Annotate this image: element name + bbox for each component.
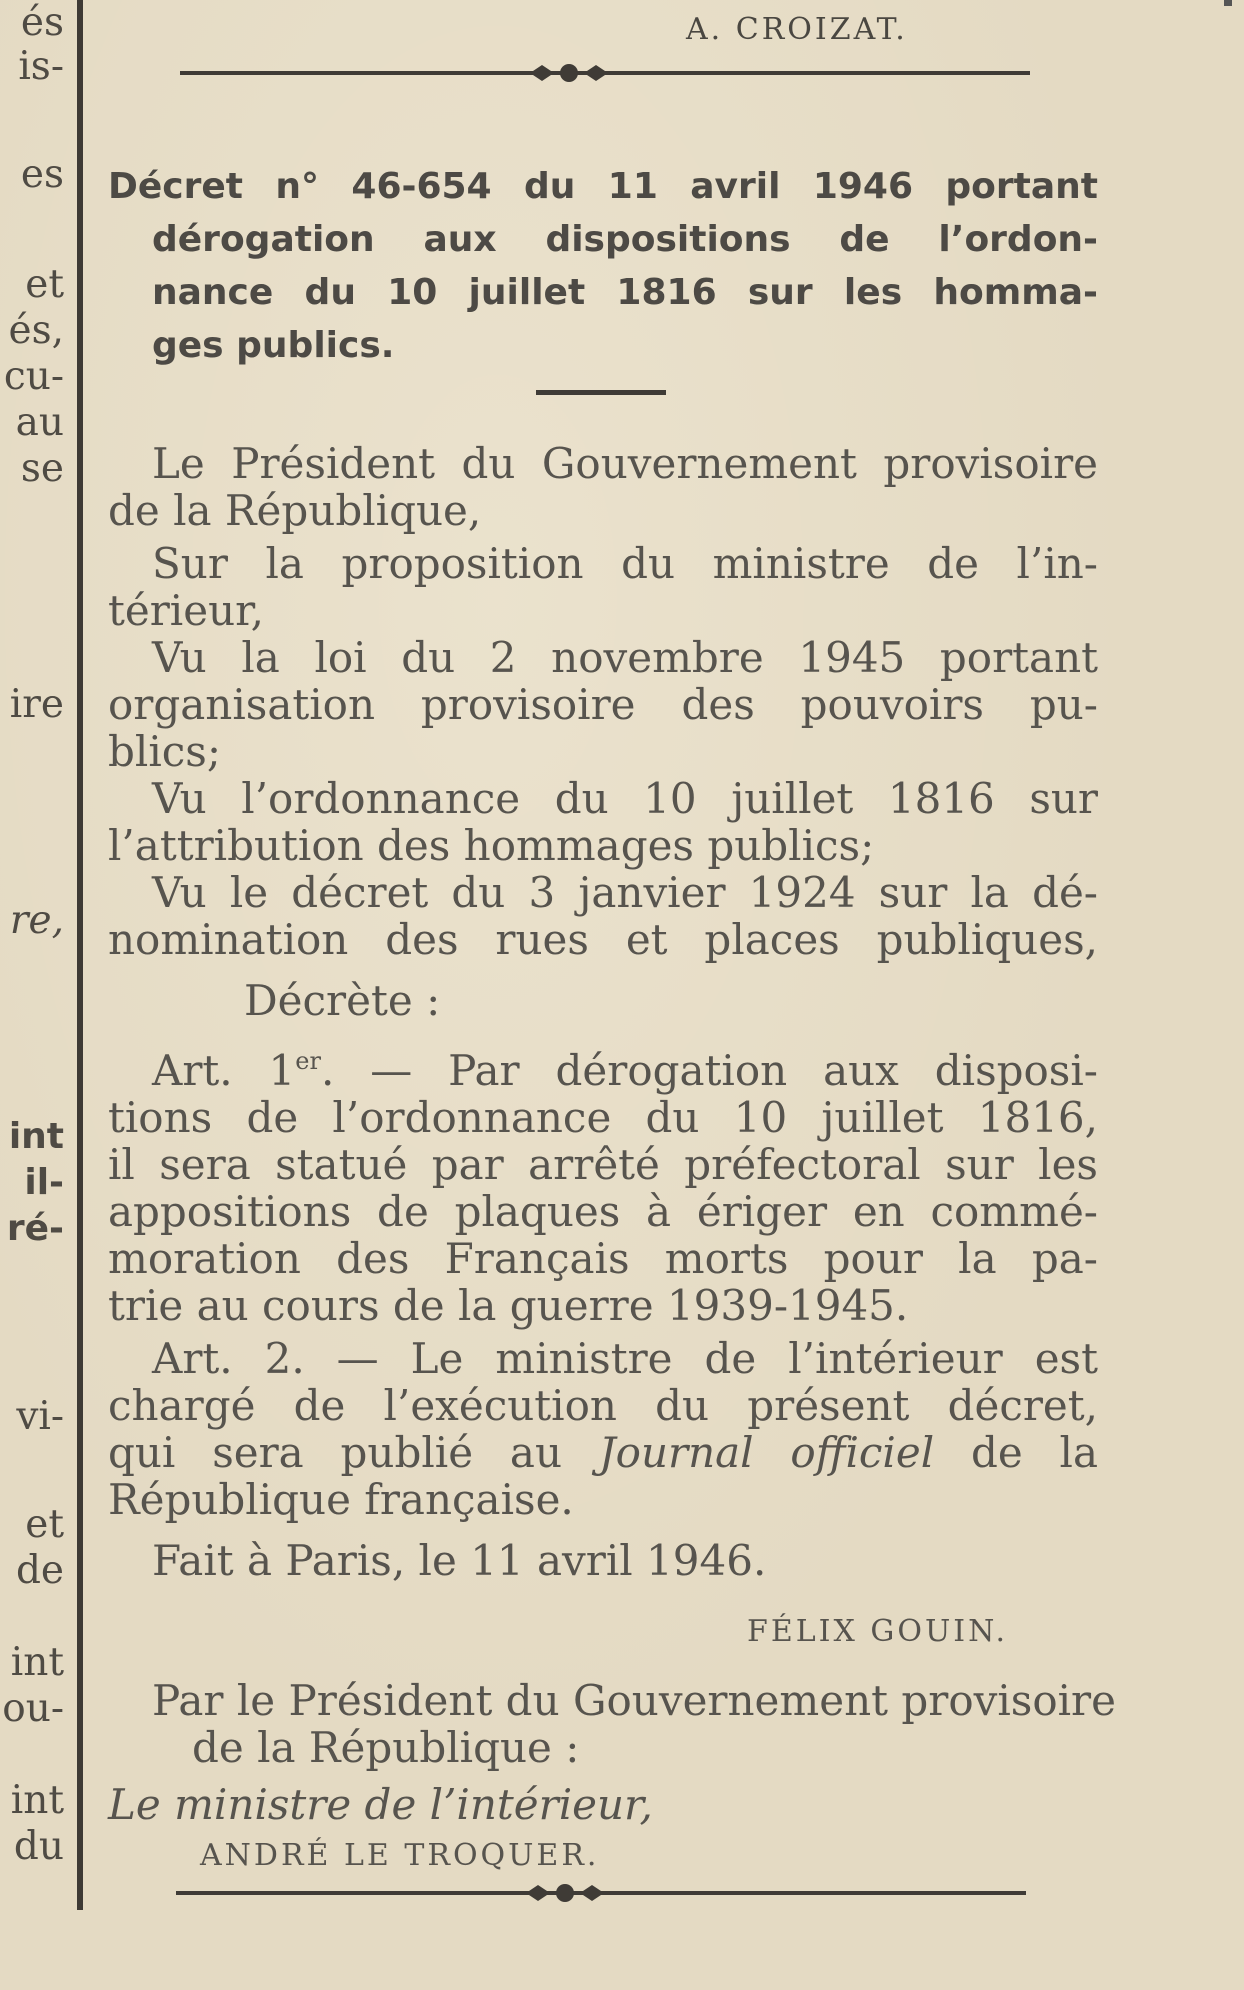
article-label-sup: er — [295, 1047, 321, 1075]
text-line: il sera statué par arrêté préfectoral sur les — [108, 1140, 1098, 1189]
adjacent-column-fragment: int — [10, 1778, 64, 1823]
adjacent-column-fragment: se — [20, 446, 64, 491]
adjacent-column-fragment: au — [15, 400, 64, 445]
adjacent-column-fragment: et — [25, 262, 64, 307]
adjacent-column-fragment: ré- — [6, 1208, 64, 1249]
text-line: blics; — [108, 727, 221, 776]
text-fragment: . — Par dérogation aux disposi- — [320, 1046, 1098, 1095]
adjacent-column-fragment: ou- — [2, 1686, 64, 1731]
adjacent-column-fragment: du — [13, 1824, 64, 1869]
adjacent-column-fragment: int — [8, 1116, 64, 1157]
adjacent-column-fragment: és — [20, 0, 64, 45]
adjacent-column-fragment: et — [25, 1502, 64, 1547]
text-line: organisation provisoire des pouvoirs pu- — [108, 680, 1098, 729]
preamble-proposition — [108, 540, 1098, 634]
adjacent-column-clipped — [0, 0, 72, 1990]
article-2 — [108, 1335, 1098, 1523]
decree-title — [108, 160, 1098, 372]
text-line: Fait à Paris, le 11 avril 1946. — [152, 1536, 767, 1585]
header-signature: A. CROIZAT. — [686, 12, 908, 47]
article-1 — [108, 1038, 1098, 1329]
text-line: trie au cours de la guerre 1939-1945. — [108, 1281, 909, 1330]
adjacent-column-fragment: de — [15, 1548, 64, 1593]
text-line: République française. — [108, 1475, 574, 1524]
text-line: nomination des rues et places publiques, — [108, 915, 1098, 964]
text-line: térieur, — [108, 586, 264, 635]
preamble-ordonnance — [108, 775, 1098, 869]
par-le-president — [108, 1676, 1116, 1772]
text-line: de la République : — [192, 1723, 580, 1772]
journal-officiel-italic: Journal officiel — [598, 1428, 935, 1477]
president-signature: FÉLIX GOUIN. — [747, 1614, 1008, 1649]
text-line: Vu la loi du 2 novembre 1945 portant — [152, 633, 1098, 682]
text-line: Le Président du Gouvernement provisoire — [152, 439, 1098, 488]
text-line — [108, 1038, 1098, 1094]
adjacent-column-fragment: is- — [18, 44, 64, 89]
article-label: Art. 1 — [152, 1046, 296, 1095]
edge-mark — [1224, 0, 1232, 6]
bottom-ornament-rule — [176, 1878, 1026, 1908]
title-separator — [536, 390, 666, 395]
text-line — [108, 1429, 1098, 1476]
adjacent-column-fragment: re, — [9, 898, 64, 943]
text-line: appositions de plaques à ériger en commé- — [108, 1187, 1098, 1236]
preamble-president — [108, 440, 1098, 534]
adjacent-column-fragment: int — [10, 1640, 64, 1685]
title-line: Décret n° 46-654 du 11 avril 1946 portant — [108, 166, 1098, 207]
adjacent-column-fragment: ire — [9, 682, 64, 727]
text-line: Art. 2. — Le ministre de l’intérieur est — [152, 1334, 1098, 1383]
text-line: Par le Président du Gouvernement provisoire — [152, 1676, 1116, 1725]
text-line: chargé de l’exécution du présent décret, — [108, 1381, 1098, 1430]
title-line: nance du 10 juillet 1816 sur les homma- — [152, 272, 1098, 313]
column-divider — [77, 0, 83, 1910]
top-ornament-rule — [180, 58, 1030, 88]
text-line: l’attribution des hommages publics; — [108, 821, 875, 870]
adjacent-column-fragment: és, — [8, 308, 64, 353]
text-line: Sur la proposition du ministre de l’in- — [152, 539, 1098, 588]
text-fragment: de la — [934, 1428, 1099, 1477]
adjacent-column-fragment: il- — [24, 1162, 64, 1203]
text-line: Vu le décret du 3 janvier 1924 sur la dé- — [152, 868, 1098, 917]
minister-signature: ANDRÉ LE TROQUER. — [200, 1838, 600, 1873]
minister-title: Le ministre de l’intérieur, — [108, 1780, 653, 1829]
text-line: de la République, — [108, 486, 482, 535]
adjacent-column-fragment: cu- — [3, 354, 64, 399]
adjacent-column-fragment: vi- — [16, 1394, 64, 1439]
text-line: moration des Français morts pour la pa- — [108, 1234, 1098, 1283]
title-line: ges publics. — [152, 325, 395, 366]
decrete-heading: Décrète : — [244, 976, 441, 1025]
text-line: Vu l’ordonnance du 10 juillet 1816 sur — [152, 774, 1098, 823]
adjacent-column-fragment: es — [20, 152, 64, 197]
decree-body — [108, 439, 1116, 1879]
text-fragment: qui sera publié au — [108, 1428, 599, 1477]
text-line: tions de l’ordonnance du 10 juillet 1816, — [108, 1093, 1098, 1142]
preamble-loi — [108, 634, 1098, 775]
preamble-decret — [108, 869, 1098, 963]
fait-a-paris — [108, 1537, 1098, 1584]
title-line: dérogation aux dispositions de l’ordon- — [152, 219, 1098, 260]
